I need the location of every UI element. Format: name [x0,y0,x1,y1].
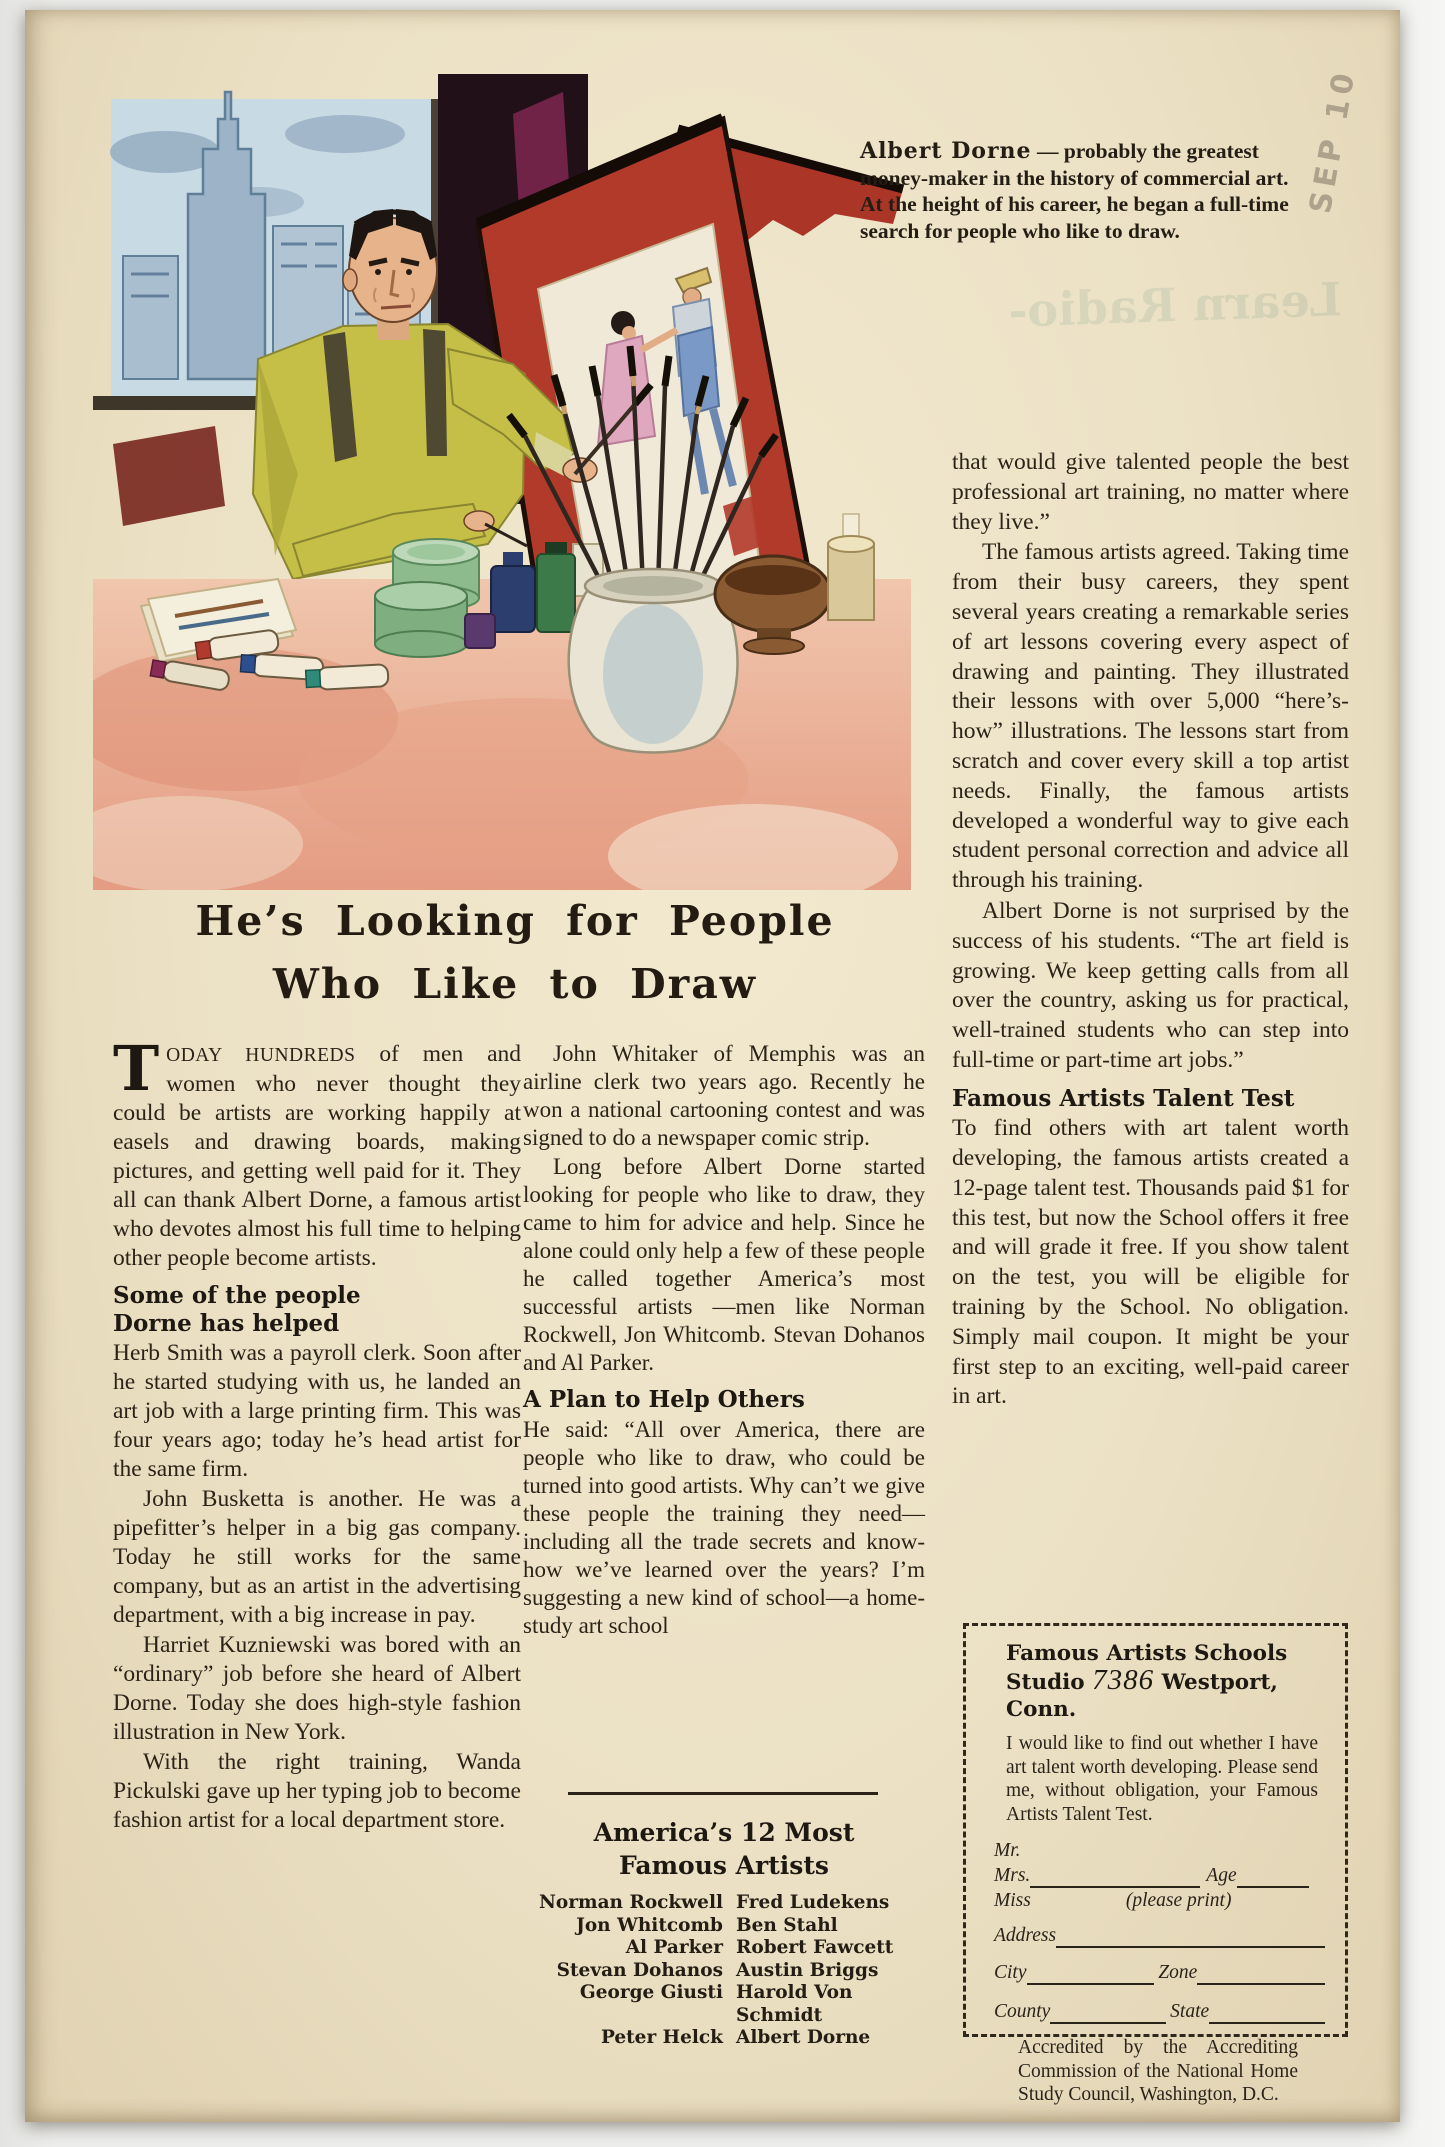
paragraph: With the right training, Wanda Pickulski gave up her typing job to become fashion artist for a local department store. [113,1749,521,1833]
field-label-county: County [994,2001,1051,2022]
field-label-city: City [994,1962,1027,1983]
field-label-zone: Zone [1158,1962,1198,1983]
paragraph: The famous artists agreed. Taking time from their busy careers, they spent several years creating a remarkable series of art lessons covering every aspect of drawing and painting. They illustrated their lessons with over 5,000 “here’s-how” illustrations. The lessons start from scratch and cover every skill a top artist needs. Finally, the famous artists developed a wonderful way to give each student personal correction and advice all through his training. [952,539,1349,894]
coupon-body-text: I would like to find out whether I have art talent worth developing. Please send me, without obligation, your Famous Artists Talent Test. [1006,1733,1318,1825]
illustration-caption [860,138,1298,244]
middle-column [523,1040,925,1641]
mail-in-coupon [963,1623,1348,2105]
field-label-miss: Miss [994,1890,1031,1911]
section-subhead: A Plan to Help Others [523,1386,805,1413]
paragraph: He said: “All over America, there are people who like to draw, who could be turned into good artists. Why can’t we give these people the training they need—including all the trade secrets and know-how we’ve learned over the years? I’m suggesting a new kind of school—a home-study art school [523,1416,925,1638]
artist-name: Robert Fawcett [736,1937,894,1958]
headline-line2: Who Like to Draw [272,960,758,1008]
age-field-line [1237,1868,1309,1888]
artist-name: Fred Ludekens [736,1892,890,1913]
accreditation-note: Accredited by the Accrediting Commission of the National Home Study Council, Washington, D.C. [1018,2037,1298,2105]
state-field-line [1209,2004,1325,2024]
paragraph: To find others with art talent worth developing, the famous artists created a 12-page talent test. Thousands paid $1 for this test, but now the School offers it free and will grade it free. If you show talent on the test, you will be eligible for training by the School. No obligation. Simply mail coupon. It might be your first step to an exciting, well-paid career in art. [952,1115,1349,1410]
name-field-line [1030,1868,1200,1888]
artist-name: Norman Rockwell [539,1892,723,1913]
artist-name: Ben Stahl [736,1914,838,1936]
lead-smallcaps: ODAY HUNDREDS [166,1045,356,1066]
field-label-address: Address [994,1925,1057,1946]
left-column [113,1032,521,1836]
caption-text: — probably the greatest money-maker in the history of commercial art. At the height of his career, he began a full-time search for people who like to draw. [860,139,1289,243]
coupon-studio-line: Studio 7386 Westport, Conn. [1006,1664,1278,1722]
artist-name: Peter Helck [600,2027,723,2048]
artist-name: Stevan Dohanos [556,1959,723,1981]
section-subhead: Famous Artists Talent Test [952,1084,1295,1112]
studio-number: 7386 [1092,1664,1155,1696]
paragraph: John Busketta is another. He was a pipefitter’s helper in a big gas company. Today he still works for the same company, but as an artist in the advertising department, with a big increase in pay. [113,1486,521,1628]
page-bleed-ghost-text: Learn Radio- [1007,272,1343,338]
county-field-line [1050,2004,1166,2024]
chair-back [113,426,225,526]
paragraph: that would give talented people the best professional art training, no matter where they live.” [952,449,1349,535]
famous-artists-list [523,1892,925,2050]
field-label-state: State [1170,2001,1210,2022]
drop-cap: T [113,1032,160,1105]
artist-name: Austin Briggs [736,1959,879,1981]
field-label-mrs: Mrs. [994,1865,1031,1886]
headline-line1: He’s Looking for People [195,897,835,945]
section-subhead: Some of the people Dorne has helped [113,1282,361,1337]
artist-name: Jon Whitcomb [576,1914,723,1936]
please-print-note: (please print) [1125,1890,1232,1911]
artist-name: George Giusti [579,1982,723,2003]
artist-name: Harold Von Schmidt [736,1982,853,2026]
field-label-mr: Mr. [994,1840,1021,1861]
artist-name: Al Parker [625,1937,723,1958]
city-field-line [1027,1965,1155,1985]
famous-artists-title: America’s 12 Most Famous Artists [593,1818,855,1880]
date-stamp: SEP 10 [1303,65,1363,217]
paragraph: John Whitaker of Memphis was an airline clerk two years ago. Recently he won a national cartooning contest and was signed to do a newspaper comic strip. [523,1041,925,1150]
magazine-page [25,10,1400,2122]
right-column [952,448,1349,1413]
paragraph: Albert Dorne is not surprised by the success of his students. “The art field is growing. We keep getting calls from all over the country, asking us for practical, well-trained students who can step into full-time or part-time art jobs.” [952,897,1349,1073]
albert-dorne-illustration [93,74,911,890]
paragraph: Herb Smith was a payroll clerk. Soon after he started studying with us, he landed an art job with a large printing firm. This was four years ago; today he’s head artist for the same firm. [113,1340,521,1482]
address-field-line [1056,1928,1325,1948]
artist-name: Albert Dorne [736,2027,871,2048]
zone-field-line [1197,1965,1325,1985]
paragraph: TODAY HUNDREDS of men and women who never thought they could be artists are working happily at easels and drawing boards, making pictures, and getting well paid for it. They all can thank Albert Dorne, a famous artist who devotes almost his full time to helping other people become artists. [113,1032,521,1271]
caption-lead: Albert Dorne [860,138,1032,164]
headline [120,890,910,1016]
paragraph: Harriet Kuzniewski was bored with an “ordinary” job before she heard of Albert Dorne. Today she does high-style fashion illustration in New York. [113,1632,521,1745]
coupon-school-name: Famous Artists Schools [1006,1641,1288,1666]
brush-cup [828,514,874,620]
paragraph: Long before Albert Dorne started looking for people who like to draw, they came to him for advice and help. Since he alone could only help a few of these people he called together America’s most successful artists —men like Norman Rockwell, Jon Whitcomb. Stevan Dohanos and Al Parker. [523,1154,925,1375]
field-label-age: Age [1206,1865,1237,1886]
horizontal-rule [568,1792,878,1795]
